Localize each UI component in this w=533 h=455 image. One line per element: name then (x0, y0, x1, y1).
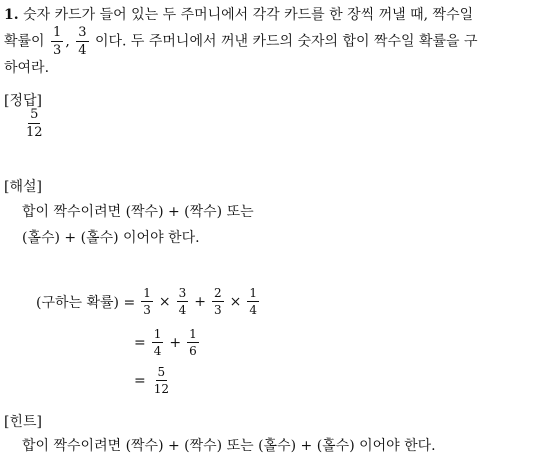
calc-row-2 (134, 328, 201, 357)
hint-label: [힌트] (4, 414, 42, 430)
calc-row-1 (36, 287, 261, 316)
calc-label: (구하는 확률) = (36, 294, 136, 311)
calc-fraction: $\frac{1}{6}$ (189, 327, 197, 358)
calc-fraction: $\frac{1}{3}$ (143, 286, 151, 317)
problem-text-line1: 숫자 카드가 들어 있는 두 주머니에서 각각 카드를 한 장씩 꺼낼 때, 짝수일 (23, 7, 474, 23)
calc-row-3 (134, 366, 173, 395)
times-operator: × (229, 293, 242, 310)
problem-statement (4, 4, 532, 79)
answer-label: [정답] (4, 93, 42, 109)
solution-line-2: (홀수) + (홀수) 이어야 한다. (22, 230, 200, 246)
probability-fraction-1: $\frac{1}{3}$ (53, 25, 62, 58)
plus-operator: + (169, 334, 182, 351)
problem-number: 1. (4, 7, 19, 23)
equals-sign: = (134, 372, 146, 389)
problem-text-line2a: 확률이 (4, 33, 45, 50)
problem-text-line2c: 이다. 두 주머니에서 꺼낸 카드의 숫자의 합이 짝수일 확률을 구 (94, 33, 478, 50)
calc-fraction: $\frac{1}{4}$ (153, 327, 162, 358)
answer-fraction: $\frac{5}{12}$ (26, 107, 43, 140)
plus-operator: + (194, 293, 206, 310)
solution-label: [해설] (4, 179, 42, 195)
solution-line-1: 합이 짝수이려면 (짝수) + (짝수) 또는 (22, 204, 254, 220)
problem-text-line3: 하여라. (4, 60, 50, 76)
calc-fraction: $\frac{1}{4}$ (249, 286, 257, 317)
hint-text: 합이 짝수이려면 (짝수) + (짝수) 또는 (홀수) + (홀수) 이어야 한다. (22, 438, 436, 454)
calc-fraction: $\frac{2}{3}$ (213, 286, 222, 317)
calc-result-fraction: $\frac{5}{12}$ (153, 365, 170, 396)
equals-sign: = (134, 334, 146, 351)
probability-fraction-2: $\frac{3}{4}$ (78, 25, 87, 58)
calc-fraction: $\frac{3}{4}$ (178, 286, 187, 317)
times-operator: × (158, 293, 171, 310)
problem-text-comma: , (65, 33, 70, 50)
answer-value (22, 108, 47, 139)
